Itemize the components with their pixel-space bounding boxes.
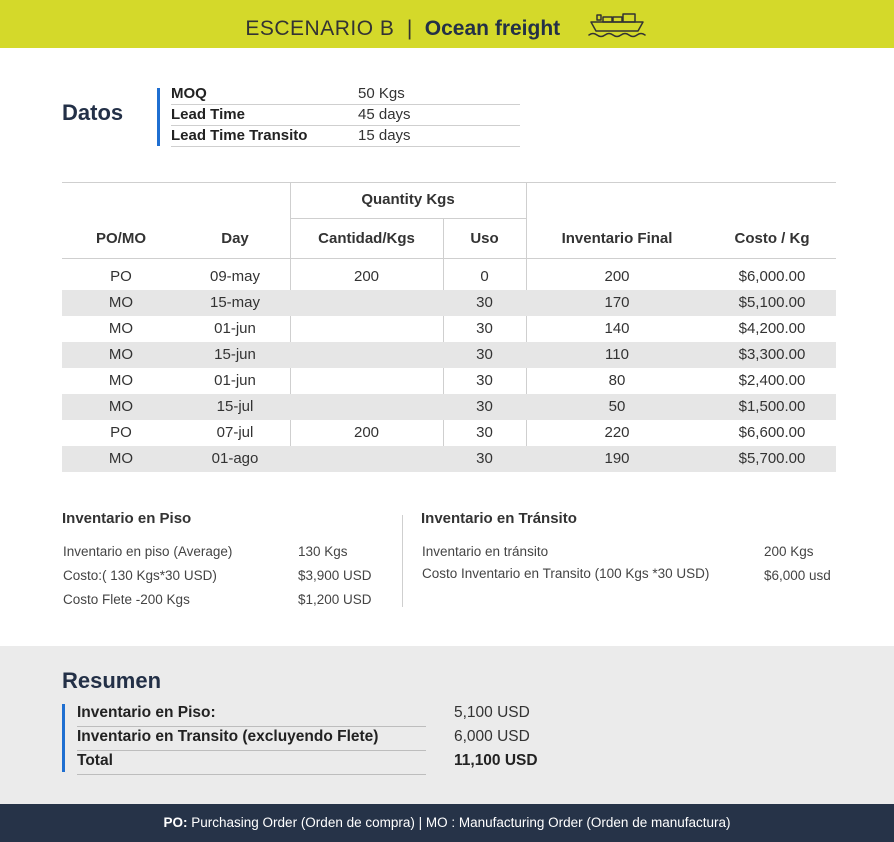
header-bottom-border	[62, 258, 836, 259]
cell-inventario-final: 110	[605, 346, 629, 363]
piso-line-value: $3,900 USD	[298, 568, 372, 583]
transito-line-value: $6,000 usd	[764, 568, 831, 583]
cargo-ship-icon	[565, 12, 649, 45]
footer-text: Purchasing Order (Orden de compra) | MO : Manufacturing Order (Orden de manufactura)	[187, 815, 731, 830]
footer-legend	[0, 804, 894, 842]
cell-uso: 30	[476, 450, 493, 467]
cell-uso: 0	[480, 268, 489, 285]
cell-cantidad	[290, 342, 443, 368]
cell-uso: 30	[476, 320, 493, 337]
resumen-accent-bar	[62, 704, 65, 772]
cell-day: 15-jul	[216, 398, 254, 415]
table-top-border	[62, 182, 836, 183]
cell-cantidad	[290, 394, 443, 420]
cell-type: MO	[108, 294, 134, 311]
datos-label: Lead Time Transito	[171, 127, 308, 144]
datos-accent-bar	[157, 88, 160, 146]
cell-cantidad	[290, 368, 443, 394]
cell-day: 01-ago	[211, 450, 259, 467]
cell-type: MO	[108, 346, 134, 363]
cell-type: PO	[110, 424, 132, 441]
piso-line-value: $1,200 USD	[298, 592, 372, 607]
cell-day: 07-jul	[216, 424, 254, 441]
cell-costo-kg: $4,200.00	[738, 320, 806, 337]
cell-uso: 30	[476, 398, 493, 415]
transito-line-label: Costo Inventario en Transito (100 Kgs *30 USD)	[422, 566, 710, 581]
cell-inventario-final: 190	[604, 450, 630, 467]
cell-uso: 30	[476, 424, 493, 441]
cell-costo-kg: $6,600.00	[738, 424, 806, 441]
datos-list	[171, 84, 520, 147]
resumen-total-label: Total	[77, 751, 426, 775]
table-row	[62, 368, 836, 394]
footer-po-abbr: PO:	[163, 815, 188, 830]
resumen-title: Resumen	[62, 668, 162, 693]
header-bar	[0, 0, 894, 48]
cell-costo-kg: $5,100.00	[738, 294, 806, 311]
piso-line-label: Costo Flete -200 Kgs	[63, 592, 190, 607]
col-header-costo-kg: Costo / Kg	[734, 230, 810, 247]
table-row	[62, 394, 836, 420]
cell-cantidad: 200	[353, 424, 380, 441]
resumen-label: Inventario en Piso:	[77, 703, 426, 727]
cell-cantidad: 200	[353, 268, 380, 285]
header-separator: |	[406, 16, 413, 40]
resumen-label: Inventario en Transito (excluyendo Flete)	[77, 727, 426, 751]
cell-type: MO	[108, 398, 134, 415]
transito-title: Inventario en Tránsito	[421, 510, 577, 527]
datos-row-moq	[171, 84, 520, 105]
table-row	[62, 264, 836, 290]
datos-value: 15 days	[358, 127, 411, 144]
cell-cantidad	[290, 446, 443, 472]
cell-uso: 30	[476, 372, 493, 389]
cell-uso: 30	[476, 346, 493, 363]
cell-costo-kg: $5,700.00	[738, 450, 806, 467]
transito-line-value: 200 Kgs	[764, 544, 814, 559]
datos-value: 50 Kgs	[358, 85, 405, 102]
cell-cantidad	[290, 316, 443, 342]
cell-type: MO	[108, 372, 134, 389]
table-row	[62, 446, 836, 472]
cell-type: PO	[110, 268, 132, 285]
cell-cantidad	[290, 290, 443, 316]
group-divider-right	[526, 182, 527, 218]
cell-day: 15-may	[209, 294, 261, 311]
datos-row-lead-time	[171, 105, 520, 126]
table-row	[62, 420, 836, 446]
section-divider	[402, 515, 403, 607]
cell-costo-kg: $3,300.00	[738, 346, 806, 363]
col-header-inventario-final: Inventario Final	[561, 230, 673, 247]
resumen-value: 6,000 USD	[454, 728, 530, 745]
resumen-total-value: 11,100 USD	[454, 752, 538, 769]
datos-row-lead-time-transito	[171, 126, 520, 147]
scenario-label: ESCENARIO B	[245, 16, 395, 40]
cell-inventario-final: 50	[608, 398, 626, 415]
cell-inventario-final: 170	[604, 294, 630, 311]
col-header-cantidad: Cantidad/Kgs	[318, 230, 415, 247]
cell-inventario-final: 80	[608, 372, 626, 389]
cell-uso: 30	[476, 294, 493, 311]
group-header-border	[290, 218, 526, 219]
piso-line-label: Costo:( 130 Kgs*30 USD)	[63, 568, 217, 583]
piso-line-value: 130 Kgs	[298, 544, 348, 559]
cell-inventario-final: 140	[604, 320, 630, 337]
table-row	[62, 290, 836, 316]
cell-costo-kg: $2,400.00	[738, 372, 806, 389]
cell-inventario-final: 220	[604, 424, 630, 441]
header-title	[0, 12, 894, 45]
cell-costo-kg: $1,500.00	[738, 398, 806, 415]
transito-line-label: Inventario en tránsito	[422, 544, 549, 559]
datos-value: 45 days	[358, 106, 411, 123]
datos-label: MOQ	[171, 85, 207, 102]
col-header-po-mo: PO/MO	[95, 230, 146, 247]
cell-day: 09-may	[209, 268, 261, 285]
transport-mode: Ocean freight	[424, 16, 561, 40]
table-row	[62, 316, 836, 342]
cell-day: 01-jun	[214, 372, 256, 389]
resumen-value: 5,100 USD	[454, 704, 530, 721]
datos-label: Lead Time	[171, 106, 245, 123]
datos-title: Datos	[62, 100, 124, 125]
group-header-quantity: Quantity Kgs	[361, 191, 455, 208]
cell-type: MO	[108, 450, 134, 467]
cell-costo-kg: $6,000.00	[738, 268, 806, 285]
cell-day: 01-jun	[214, 320, 256, 337]
cell-inventario-final: 200	[604, 268, 630, 285]
cell-type: MO	[108, 320, 134, 337]
piso-line-label: Inventario en piso (Average)	[63, 544, 233, 559]
table-row	[62, 342, 836, 368]
cell-day: 15-jun	[214, 346, 256, 363]
col-header-day: Day	[221, 230, 249, 247]
col-header-uso: Uso	[470, 230, 499, 247]
piso-title: Inventario en Piso	[62, 510, 192, 527]
